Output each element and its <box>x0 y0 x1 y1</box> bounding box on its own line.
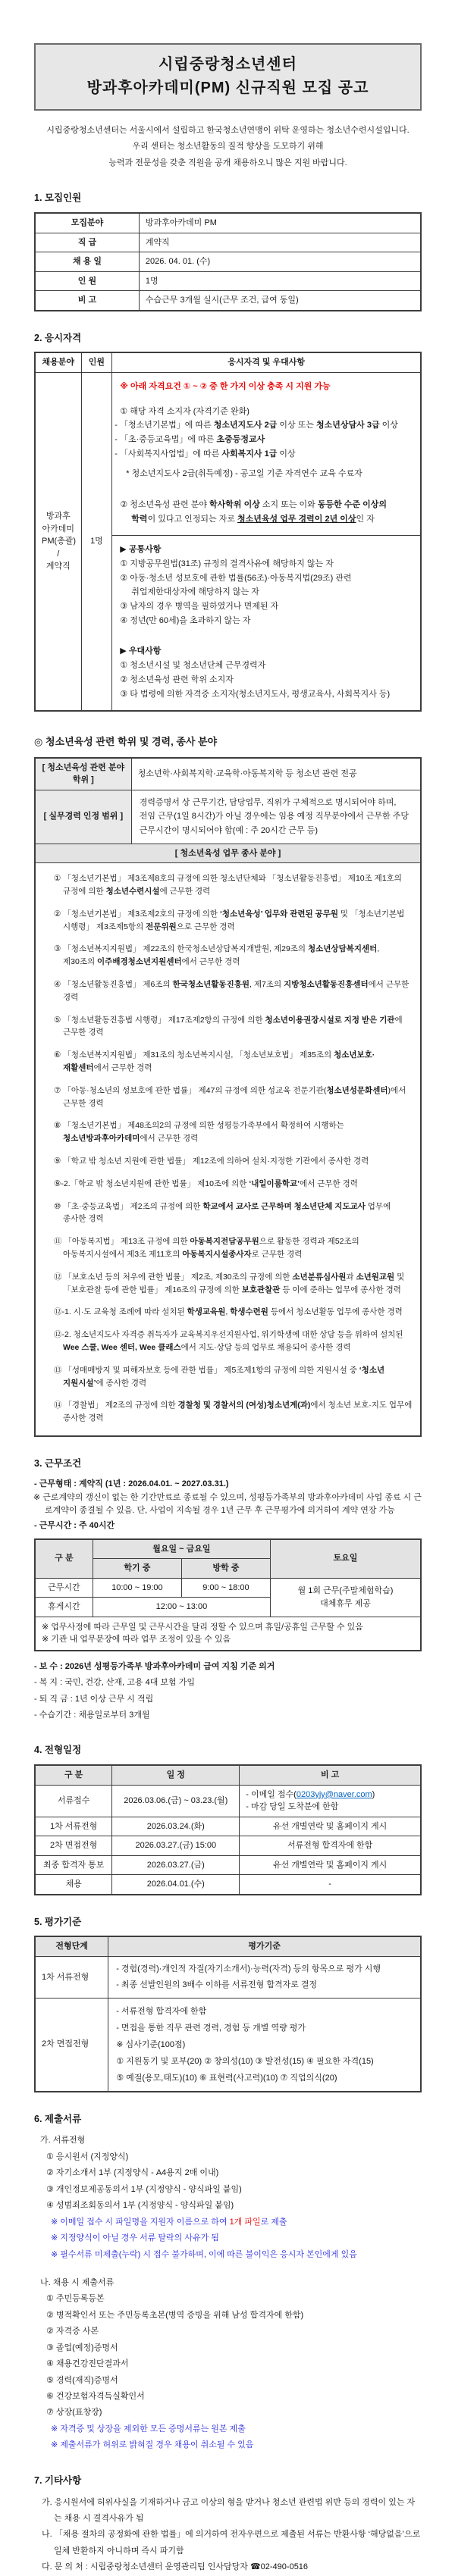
schedule-table <box>34 1764 422 1895</box>
doc-item: ① 주민등록등본 <box>46 2294 105 2304</box>
saturday-cell <box>270 1578 421 1617</box>
note-text: ※ 이메일 접수 시 파일명을 지원자 이름으로 하여 <box>51 2217 230 2227</box>
compensation-block <box>34 1659 422 1724</box>
section-6-heading: 6. 제출서류 <box>34 2113 82 2124</box>
table-row <box>35 1578 421 1598</box>
submission-note <box>34 2214 422 2230</box>
submission-note: ※ 지정양식이 아닐 경우 서류 탈락의 사유가 됨 <box>51 2233 219 2243</box>
document-submission-block <box>34 2133 422 2453</box>
qual-item: ② 청소년육성 관련 분야 학사학위 이상 소지 또는 이와 동등한 수준 이상의 학력이 있다고 인정되는 자로 청소년육성 업무 경력이 2년 이상인 자 <box>120 499 387 524</box>
qual-item: - 「초·중등교육법」에 따른 초중등정교사 <box>115 434 265 444</box>
col-header: 구 분 <box>35 1539 93 1579</box>
intro-line: 우리 센터는 청소년활동의 질적 향상을 도모하기 위해 <box>132 142 324 152</box>
service-field-item: ⑤ 「청소년활동진흥법 시행령」 제17조제2항의 규정에 의한 청소년이용권장시설로 지정 받은 기관에 근무한 경력 <box>54 1015 403 1038</box>
step-cell: 1차 서류전형 <box>35 1817 112 1836</box>
date-cell: 2026.04.01.(수) <box>112 1875 240 1895</box>
remark-cell: - <box>240 1875 421 1895</box>
step-cell: 서류접수 <box>35 1785 112 1817</box>
qual-item: - 「사회복지사업법」에 따른 사회복지사 1급 이상 <box>115 449 296 459</box>
stage-cell: 2차 면접전형 <box>35 1998 108 2092</box>
doc-item: ⑦ 상장(표창장) <box>46 2408 102 2418</box>
service-field-item: ⑨ 「학교 밖 청소년 지원에 관한 법률」 제12조에 의하여 설치·지정한 기관에서 종사한 경력 <box>54 1157 369 1166</box>
section-3-heading: 3. 근무조건 <box>34 1457 82 1469</box>
service-field-item: ② 「청소년기본법」 제3조제2호의 규정에 의한 ‘청소년육성’ 업무와 관련된 공무원 및 「청소년기본법 시행령」 제3조제5항의 전문위원으로 근무한 경력 <box>54 909 405 931</box>
table-row <box>35 863 421 1436</box>
email-link[interactable]: 0203yjy@naver.com <box>296 1789 372 1799</box>
doc-item: ④ 채용건강진단결과서 <box>46 2359 129 2369</box>
remark-text: ) <box>372 1789 375 1799</box>
criteria-line: ⑤ 예절(용모,태도)(10) ⑥ 표현력(사고력)(10) ⑦ 직업의식(20) <box>116 2073 337 2083</box>
table-row <box>35 233 421 252</box>
table-row <box>35 1817 421 1836</box>
remark-text: - 이메일 접수( <box>246 1789 297 1799</box>
date-cell: 2026.03.27.(금) <box>112 1855 240 1875</box>
table-row <box>35 758 421 790</box>
section-4-heading: 4. 전형일정 <box>34 1745 82 1756</box>
doc-item: ② 자기소개서 1부 (지정양식 - A4용지 2매 이내) <box>46 2168 219 2178</box>
service-field-item: ⑩ 「초·중등교육법」 제2조의 규정에 의한 학교에서 교사로 근무하며 청소년단체 지도교사 업무에 종사한 경력 <box>54 1201 391 1224</box>
doc-item: ② 병적확인서 또는 주민등록초본(병역 증빙을 위해 남성 합격자에 한함) <box>46 2310 304 2320</box>
service-field-item: ⑭ 「경찰법」 제2조의 규정에 의한 경찰청 및 경찰서의 (여성)청소년계(과)에서 청소년 보호·지도 업무에 종사한 경력 <box>54 1401 413 1423</box>
service-field-band: [ 청소년육성 업무 종사 분야 ] <box>35 844 421 863</box>
misc-block <box>34 2495 422 2576</box>
page-title: 방과후아카데미(PM) 신규직원 모집 공고 <box>86 80 369 96</box>
submission-note: ※ 제출서류가 허위로 밝혀질 경우 채용이 취소될 수 있음 <box>51 2440 254 2450</box>
doc-item: ① 응시원서 (지정양식) <box>46 2152 129 2161</box>
field-line: PM(총괄) <box>42 537 77 546</box>
degree-career-table <box>34 757 422 1437</box>
schedule-notes-cell <box>35 1617 421 1651</box>
remark-cell: 유선 개별연락 및 홈페이지 게시 <box>240 1817 421 1836</box>
section-2-heading: 2. 응시자격 <box>34 332 82 343</box>
common-item: ④ 정년(만 60세)을 초과하지 않는 자 <box>120 615 251 625</box>
col-header: 인원 <box>81 352 112 372</box>
criteria-cell <box>108 1956 421 1998</box>
doc-item: ⑤ 경력(재직)증명서 <box>46 2375 118 2385</box>
intro-line: 시립중랑청소년센터는 서울시에서 설립하고 한국청소년연맹이 위탁 운영하는 청소년수련시설입니다. <box>46 126 410 135</box>
step-cell: 최종 합격자 통보 <box>35 1855 112 1875</box>
row-value: 수습근무 3개월 실시(근무 조건, 급여 동일) <box>139 291 421 311</box>
employment-type-note: ※ 근로계약의 갱신이 없는 한 기간만료로 종료될 수 있으며, 성평등가족부의 방과후아카데미 사업 종료 시 근로계약이 종결될 수 있음. 단, 사업이 지속될 경우 1년 근무 후 근무평가에 의거하여 계약 연장 가능 <box>33 1493 422 1515</box>
schedule-note: ※ 기관 내 업무분장에 따라 업무 조정이 있을 수 있음 <box>42 1635 231 1645</box>
col-header: 구 분 <box>35 1765 112 1785</box>
step-cell: 채용 <box>35 1875 112 1895</box>
employment-type-line: - 근무형태 : 계약직 (1년 : 2026.04.01. ~ 2027.03.31.) <box>34 1479 229 1488</box>
prefer-title: ▶ 우대사항 <box>120 646 162 656</box>
table-row <box>35 271 421 291</box>
field-cell <box>35 372 81 711</box>
service-field-item: ① 「청소년기본법」 제3조제8호의 규정에 의한 청소년단체와 「청소년활동진흥법」 제10조 제1호의 규정에 의한 청소년수련시설에 근무한 경력 <box>54 874 402 897</box>
date-cell: 2026.03.24.(화) <box>112 1817 240 1836</box>
service-field-item: ⑬ 「성매매방지 및 피해자보호 등에 관한 법률」 제5조제1항의 규정에 의한 지원시설 중 ‘청소년 지원시설’에 종사한 경력 <box>54 1365 385 1388</box>
service-field-item: ⑫ 「보호소년 등의 처우에 관한 법률」 제2조, 제30조의 규정에 의한 소년분류심사원과 소년원교원 및 「보호관찰 등에 관한 법률」 제16조의 규정에 의한 보호관찰관 등 이에 준하는 업무에 종사한 경력 <box>54 1272 405 1294</box>
note-text: 로 제출 <box>260 2217 287 2227</box>
count-cell: 1명 <box>81 372 112 711</box>
submission-note: ※ 자격증 및 상장을 제외한 모든 증명서류는 원본 제출 <box>51 2424 246 2434</box>
intro-paragraph <box>34 123 422 171</box>
row-label: 비 고 <box>35 291 139 311</box>
field-line: / <box>57 549 60 559</box>
criteria-line: ※ 심사기준(100점) <box>116 2039 186 2049</box>
degree-label: [ 청소년육성 관련 분야 학위 ] <box>35 758 131 790</box>
col-header: 비 고 <box>240 1765 421 1785</box>
misc-item: 나. 「채용 절차의 공정화에 관한 법률」에 의거하여 전자우편으로 제출된 서류는 반환사항 ‘해당없음’으로 일체 반환하지 아니하며 즉시 파기함 <box>42 2530 421 2556</box>
table-row <box>35 1956 421 1998</box>
common-title: ▶ 공통사항 <box>120 545 162 555</box>
doc-item: ③ 개인정보제공동의서 1부 (지정양식 - 양식파일 붙임) <box>46 2184 242 2194</box>
prefer-item: ② 청소년육성 관련 학위 소지자 <box>120 675 234 684</box>
career-label: [ 실무경력 인정 범위 ] <box>35 790 131 844</box>
row-label: 모집분야 <box>35 213 139 233</box>
table-header-row <box>35 1936 421 1956</box>
row-value: 계약직 <box>139 233 421 252</box>
prefer-item: ① 청소년시설 및 청소년단체 근무경력자 <box>120 661 266 671</box>
criteria-cell <box>108 1998 421 2092</box>
col-header: 평가기준 <box>108 1936 421 1956</box>
weekday-header: 월요일 ~ 금요일 <box>93 1539 270 1559</box>
col-header: 전형단계 <box>35 1936 108 1956</box>
date-cell: 2026.03.06.(금) ~ 03.23.(월) <box>112 1785 240 1817</box>
criteria-line: - 경험(경력)·개인적 자질(자기소개서)·능력(자격) 등의 항목으로 평가 시행 <box>116 1964 381 1973</box>
doc-item: ⑥ 건강보험자격득실확인서 <box>46 2392 145 2402</box>
col-header: 일 정 <box>112 1765 240 1785</box>
service-field-item: ⑥ 「청소년복지지원법」 제31조의 청소년복지시설, 「청소년보호법」 제35조의 청소년보호· 재활센터에서 근무한 경력 <box>54 1050 375 1073</box>
col-header: 응시자격 및 우대사항 <box>112 352 421 372</box>
term-header: 학기 중 <box>93 1559 181 1579</box>
section-1-heading: 1. 모집인원 <box>34 192 82 204</box>
service-field-item: ⑦ 「아동·청소년의 성보호에 관한 법률」 제47의 규정에 의한 성교육 전문기관(청소년성문화센터)에서 근무한 경력 <box>54 1085 406 1108</box>
section-5-heading: 5. 평가기준 <box>34 1916 82 1927</box>
saturday-line: 대체휴무 제공 <box>320 1598 371 1608</box>
doc-item: ④ 성범죄조회동의서 1부 (지정양식 - 양식파일 붙임) <box>46 2201 234 2211</box>
saturday-header: 토요일 <box>270 1539 421 1579</box>
doc-item: ② 자격증 사본 <box>46 2327 99 2337</box>
row-value: 2026. 04. 01. (수) <box>139 252 421 272</box>
service-field-item: ⑨-2.「학교 밖 청소년지원에 관한 법률」 제10조에 의한 ‘내일이룸학교’에서 근무한 경력 <box>54 1178 358 1188</box>
service-field-item: ③ 「청소년복지지원법」 제22조의 한국청소년상담복지개발원, 제29조의 청소년상담복지센터, 제30조의 이주배경청소년지원센터에서 근무한 경력 <box>54 944 380 967</box>
row-value: 1명 <box>139 271 421 291</box>
table-row <box>35 1785 421 1817</box>
table-header-row <box>35 352 421 372</box>
row-label: 직 급 <box>35 233 139 252</box>
criteria-line: - 서류전형 합격자에 한함 <box>116 2006 207 2016</box>
criteria-line: - 면접을 통한 직무 관련 경력, 경험 등 개별 역량 평가 <box>116 2023 306 2033</box>
table-row <box>35 1855 421 1875</box>
career-value: 경력증명서 상 근무기간, 담당업무, 직위가 구체적으로 명시되어야 하며, 전임 근무(1일 8시간)가 아닐 경우에는 임용 예정 직무분야에서 근무한 주당 근무시간이 명시되어야 함(예 : 주 20시간 근무 등) <box>131 790 421 844</box>
work-time-term: 10:00 ~ 19:00 <box>93 1578 181 1598</box>
row-label: 채 용 일 <box>35 252 139 272</box>
field-line: 아카데미 <box>42 524 75 534</box>
work-time-vacation: 9:00 ~ 18:00 <box>181 1578 270 1598</box>
table-row <box>35 213 421 233</box>
prefer-item: ③ 타 법령에 의한 자격증 소지자(청소년지도사, 평생교육사, 사회복지사 등) <box>120 689 391 699</box>
step-cell: 2차 면접전형 <box>35 1836 112 1856</box>
saturday-line: 월 1회 근무(주말체험학습) <box>297 1586 394 1596</box>
col-header: 채용분야 <box>35 352 81 372</box>
table-row <box>35 790 421 844</box>
title-box <box>34 43 422 111</box>
section-7-heading: 7. 기타사항 <box>34 2474 82 2486</box>
common-item: ③ 남자의 경우 병역을 필하였거나 면제된 자 <box>120 602 279 612</box>
field-line: 방과후 <box>46 512 71 521</box>
probation-line: - 수습기간 : 채용일로부터 3개월 <box>34 1711 150 1720</box>
service-field-item: ⑫-2. 청소년지도사 자격증 취득자가 교육복지우선지원사업, 위기학생에 대한 상담 등을 위하여 설치된 Wee 스쿨, Wee 센터, Wee 클래스에서 지도·상담 등의 업무로 채용되어 종사한 경력 <box>54 1330 403 1352</box>
work-hours-line: - 근무시간 : 주 40시간 <box>34 1521 115 1531</box>
qual-note: * 청소년지도사 2급(취득예정) - 공고일 기준 자격연수 교육 수료자 <box>126 469 362 479</box>
misc-item: 가. 응시원서에 허위사실을 기재하거나 금고 이상의 형을 받거나 청소년 관련법 위반 등의 경력이 있는 자는 채용 시 결격사유가 됨 <box>42 2497 416 2523</box>
severance-line: - 퇴 직 금 : 1년 이상 근무 시 적립 <box>34 1694 154 1704</box>
qualification-table <box>34 352 422 712</box>
row-label: 인 원 <box>35 271 139 291</box>
work-schedule-table <box>34 1538 422 1651</box>
remark-cell <box>240 1785 421 1817</box>
sub-heading: 가. 서류전형 <box>40 2136 86 2146</box>
table-row <box>35 844 421 863</box>
pay-line: - 보 수 : 2026년 성평등가족부 방과후아카데미 급여 지침 기준 의거 <box>34 1661 275 1671</box>
vacation-header: 방학 중 <box>181 1559 270 1579</box>
common-item: ① 지방공무원법(31조) 규정의 결격사유에 해당하지 않는 자 <box>120 559 334 568</box>
recruit-table <box>34 212 422 311</box>
table-row <box>35 1998 421 2092</box>
table-header-row <box>35 1765 421 1785</box>
service-field-item: ④ 「청소년활동진흥법」 제6조의 한국청소년활동진흥원, 제7조의 지방청소년활동진흥센터에서 근무한 경력 <box>54 980 410 1002</box>
remark-cell: 서류전형 합격자에 한함 <box>240 1836 421 1856</box>
schedule-note: ※ 업무사정에 따라 근무일 및 근무시간을 달리 정할 수 있으며 휴일/공휴일 근무할 수 있음 <box>42 1622 363 1632</box>
row-value: 방과후아카데미 PM <box>139 213 421 233</box>
common-item: ② 아동·청소년 성보호에 관한 법률(56조)·아동복지법(29조) 관련 취업제한대상자에 해당하지 않는 자 <box>120 573 352 597</box>
date-cell: 2026.03.27.(금) 15:00 <box>112 1836 240 1856</box>
degree-value: 청소년학·사회복지학·교육학·아동복지학 등 청소년 관련 전공 <box>131 758 421 790</box>
break-time-value: 12:00 ~ 13:00 <box>93 1598 270 1617</box>
service-field-item: ⑪ 「아동복지법」 제13조 규정에 의한 아동복지전담공무원으로 활동한 경력과 제52조의 아동복지시설에서 제3조 제11호의 아동복지시설종사자로 근무한 경력 <box>54 1237 359 1259</box>
table-row <box>35 252 421 272</box>
sub-heading: 나. 채용 시 제출서류 <box>40 2277 115 2287</box>
qual-item: ① 해당 자격 소지자 (자격기준 완화) <box>120 406 249 416</box>
remark-line <box>246 1789 414 1801</box>
qualification-notice: ※ 아래 자격요건 ① ~ ② 중 한 가지 이상 충족 시 지원 가능 <box>120 381 331 391</box>
field-line: 계약직 <box>46 562 71 571</box>
qual-item: - 「청소년기본법」에 따른 청소년지도사 2급 이상 또는 청소년상담사 3급 이상 <box>115 421 398 430</box>
intro-line: 능력과 전문성을 갖춘 직원을 공개 채용하오니 많은 지원 바랍니다. <box>108 158 347 167</box>
note-highlight: 1개 파일 <box>229 2217 261 2227</box>
doc-item: ③ 졸업(예정)증명서 <box>46 2343 118 2352</box>
remark-line: - 마감 당일 도착분에 한함 <box>246 1802 339 1812</box>
table-header-row <box>35 1539 421 1559</box>
org-title: 시립중랑청소년센터 <box>158 56 297 73</box>
welfare-line: - 복 지 : 국민, 건강, 산재, 고용 4대 보험 가입 <box>34 1678 195 1688</box>
table-row <box>35 291 421 311</box>
evaluation-table <box>34 1936 422 2092</box>
submission-note: ※ 필수서류 미제출(누락) 시 접수 불가하며, 이에 따른 불이익은 응시자 본인에게 있음 <box>51 2249 357 2259</box>
table-row <box>35 1836 421 1856</box>
stage-cell: 1차 서류전형 <box>35 1956 108 1998</box>
criteria-line: ① 지원동기 및 포부(20) ② 창의성(10) ③ 발전성(15) ④ 필요한 자격(15) <box>116 2056 374 2066</box>
table-row <box>35 1875 421 1895</box>
table-row <box>35 1617 421 1651</box>
qualification-cell <box>112 372 421 536</box>
degree-career-heading: ◎ 청소년육성 관련 학위 및 경력, 종사 분야 <box>34 736 218 748</box>
service-field-list <box>35 863 421 1436</box>
misc-item: 다. 문 의 처 : 시립중랑청소년센터 운영관리팀 인사담당자 ☎02-490-0516 <box>42 2562 309 2572</box>
criteria-line: - 최종 선발인원의 3배수 이하를 서류전형 합격자로 결정 <box>116 1980 318 1989</box>
break-time-label: 휴게시간 <box>35 1598 93 1617</box>
service-field-item: ⑫-1. 시·도 교육청 조례에 따라 설치된 학생교육원, 학생수련원 등에서 청소년활동 업무에 종사한 경력 <box>54 1307 403 1317</box>
service-field-item: ⑧ 「청소년기본법」 제48조의2의 규정에 의한 성평등가족부에서 확정하여 시행하는 청소년방과후아카데미에서 근무한 경력 <box>54 1121 344 1144</box>
work-time-label: 근무시간 <box>35 1578 93 1598</box>
table-row <box>35 372 421 536</box>
remark-cell: 유선 개별연락 및 홈페이지 게시 <box>240 1855 421 1875</box>
common-prefer-cell <box>112 536 421 711</box>
